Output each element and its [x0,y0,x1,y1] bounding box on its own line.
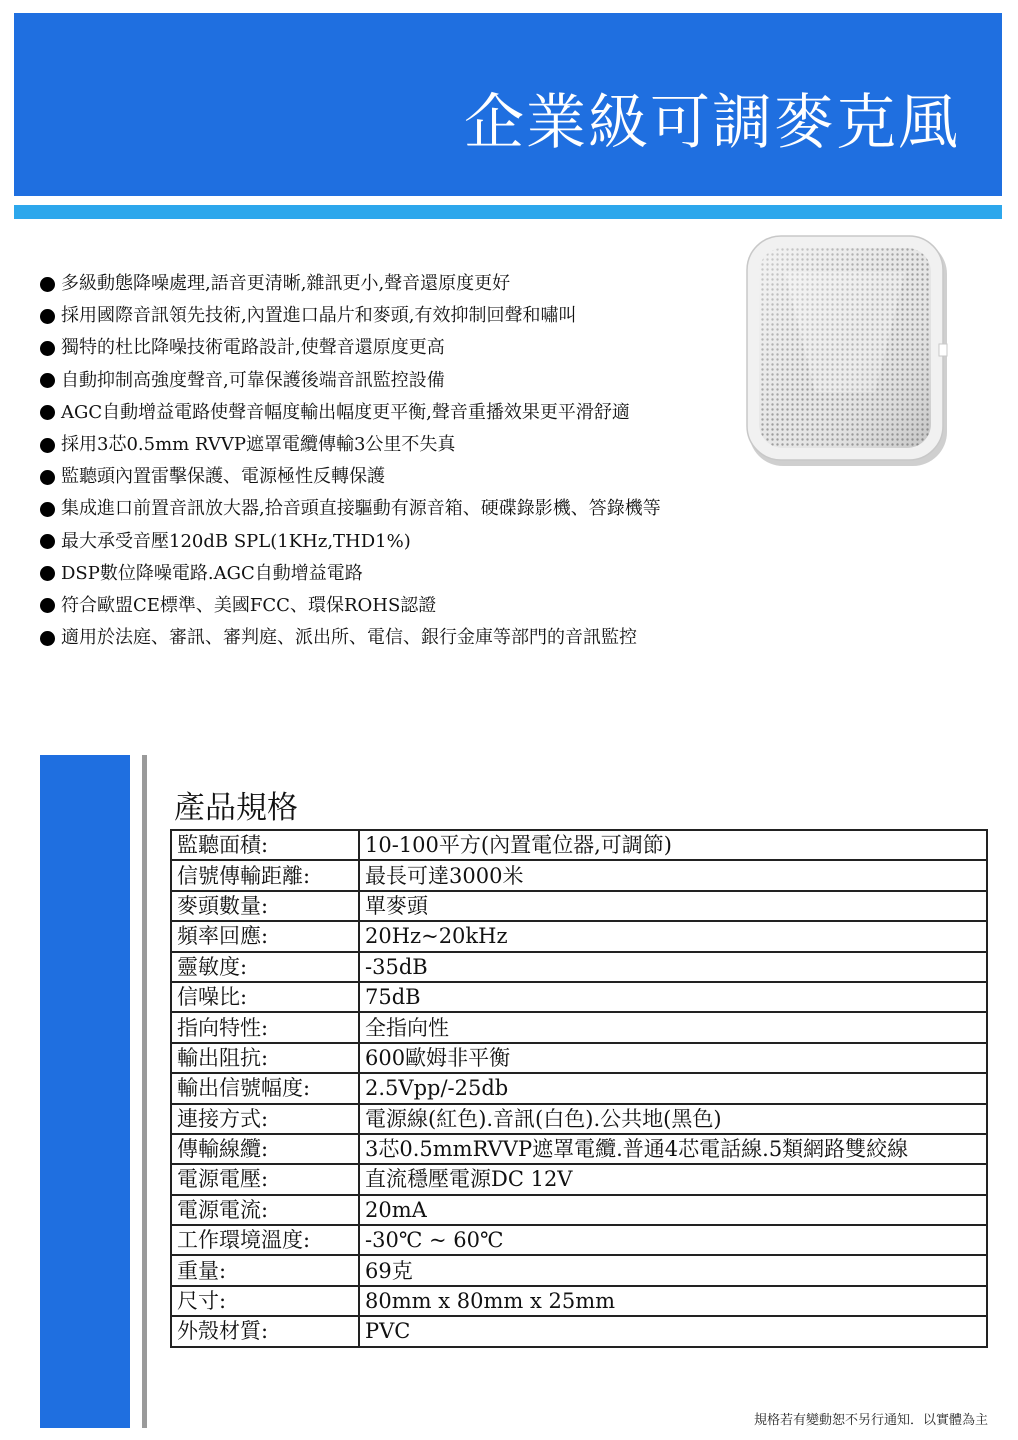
feature-item [40,429,780,461]
table-row [171,1195,987,1225]
table-row [171,1225,987,1255]
bullet-icon [40,405,55,420]
spec-label: 頻率回應: [171,921,359,951]
footnote: 規格若有變動恕不另行通知．以實體為主 [753,1413,988,1428]
feature-item [40,300,780,332]
spec-label: 監聽面積: [171,830,359,860]
table-row [171,952,987,982]
spec-value: 600歐姆非平衡 [359,1043,987,1073]
spec-label: 輸出信號幅度: [171,1073,359,1103]
feature-item [40,622,780,654]
table-row [171,1255,987,1285]
table-row [171,1073,987,1103]
spec-label: 重量: [171,1255,359,1285]
feature-text: 適用於法庭、審訊、審判庭、派出所、電信、銀行金庫等部門的音訊監控 [61,627,637,649]
spec-label: 連接方式: [171,1104,359,1134]
feature-text: 符合歐盟CE標準、美國FCC、環保ROHS認證 [61,594,437,616]
bullet-icon [40,534,55,549]
spec-label: 信噪比: [171,982,359,1012]
spec-value: 69克 [359,1255,987,1285]
feature-text: 多級動態降噪處理,語音更清晰,雜訊更小,聲音還原度更好 [61,273,511,295]
spec-value: 最長可達3000米 [359,860,987,890]
feature-text: 集成進口前置音訊放大器,拾音頭直接驅動有源音箱、硬碟錄影機、答錄機等 [61,498,661,520]
feature-text: 採用國際音訊領先技術,內置進口晶片和麥頭,有效抑制回聲和嘯叫 [61,305,577,327]
spec-value: 直流穩壓電源DC 12V [359,1164,987,1194]
spec-value: 75dB [359,982,987,1012]
feature-text: 獨特的杜比降噪技術電路設計,使聲音還原度更高 [61,337,445,359]
bullet-icon [40,502,55,517]
feature-text: AGC自動增益電路使聲音幅度輸出幅度更平衡,聲音重播效果更平滑舒適 [61,401,630,423]
feature-item [40,558,780,590]
bullet-icon [40,566,55,581]
feature-text: 自動抑制高強度聲音,可靠保護後端音訊監控設備 [61,369,445,391]
bullet-icon [40,598,55,613]
bullet-icon [40,373,55,388]
feature-text: 監聽頭內置雷擊保護、電源極性反轉保護 [61,466,385,488]
spec-label: 尺寸: [171,1286,359,1316]
spec-value: -35dB [359,952,987,982]
bullet-icon [40,631,55,646]
table-row [171,982,987,1012]
table-row [171,1012,987,1042]
feature-text: 採用3芯0.5mm RVVP遮罩電纜傳輸3公里不失真 [61,434,456,456]
bullet-icon [40,309,55,324]
bullet-icon [40,438,55,453]
spec-value: 10-100平方(內置電位器,可調節) [359,830,987,860]
table-row [171,921,987,951]
spec-label: 傳輸線纜: [171,1134,359,1164]
feature-text: DSP數位降噪電路.AGC自動增益電路 [61,562,363,584]
table-row [171,1043,987,1073]
product-image [745,232,950,472]
feature-item [40,268,780,300]
page-title: 企業級可調麥克風 [464,88,960,158]
spec-label: 靈敏度: [171,952,359,982]
side-accent-bar [40,755,130,1428]
feature-text: 最大承受音壓120dB SPL(1KHz,THD1%) [61,530,411,552]
accent-stripe [14,205,1002,219]
table-row [171,1286,987,1316]
spec-value: 2.5Vpp/-25db [359,1073,987,1103]
feature-list [40,268,780,654]
spec-table [170,829,988,1348]
spec-value: 單麥頭 [359,891,987,921]
spec-label: 信號傳輸距離: [171,860,359,890]
spec-label: 電源電流: [171,1195,359,1225]
feature-item [40,493,780,525]
spec-label: 工作環境溫度: [171,1225,359,1255]
spec-value: 電源線(紅色).音訊(白色).公共地(黑色) [359,1104,987,1134]
spec-label: 輸出阻抗: [171,1043,359,1073]
spec-value: 80mm x 80mm x 25mm [359,1286,987,1316]
table-row [171,1316,987,1346]
spec-value: PVC [359,1316,987,1346]
spec-label: 電源電壓: [171,1164,359,1194]
title-banner [14,13,1002,196]
vertical-divider [142,755,147,1428]
table-row [171,1164,987,1194]
bullet-icon [40,277,55,292]
feature-item [40,461,780,493]
table-row [171,1104,987,1134]
table-row [171,1134,987,1164]
square-microphone-icon [745,232,950,472]
spec-value: 全指向性 [359,1012,987,1042]
table-row [171,830,987,860]
spec-label: 麥頭數量: [171,891,359,921]
feature-item [40,590,780,622]
feature-item [40,365,780,397]
spec-label: 外殼材質: [171,1316,359,1346]
spec-label: 指向特性: [171,1012,359,1042]
table-row [171,891,987,921]
feature-item [40,332,780,364]
spec-heading: 產品規格 [174,790,298,826]
spec-value: -30℃ ~ 60℃ [359,1225,987,1255]
bullet-icon [40,341,55,356]
bullet-icon [40,470,55,485]
spec-value: 20Hz~20kHz [359,921,987,951]
spec-value: 3芯0.5mmRVVP遮罩電纜.普通4芯電話線.5類網路雙絞線 [359,1134,987,1164]
spec-value: 20mA [359,1195,987,1225]
feature-item [40,526,780,558]
feature-item [40,397,780,429]
table-row [171,860,987,890]
